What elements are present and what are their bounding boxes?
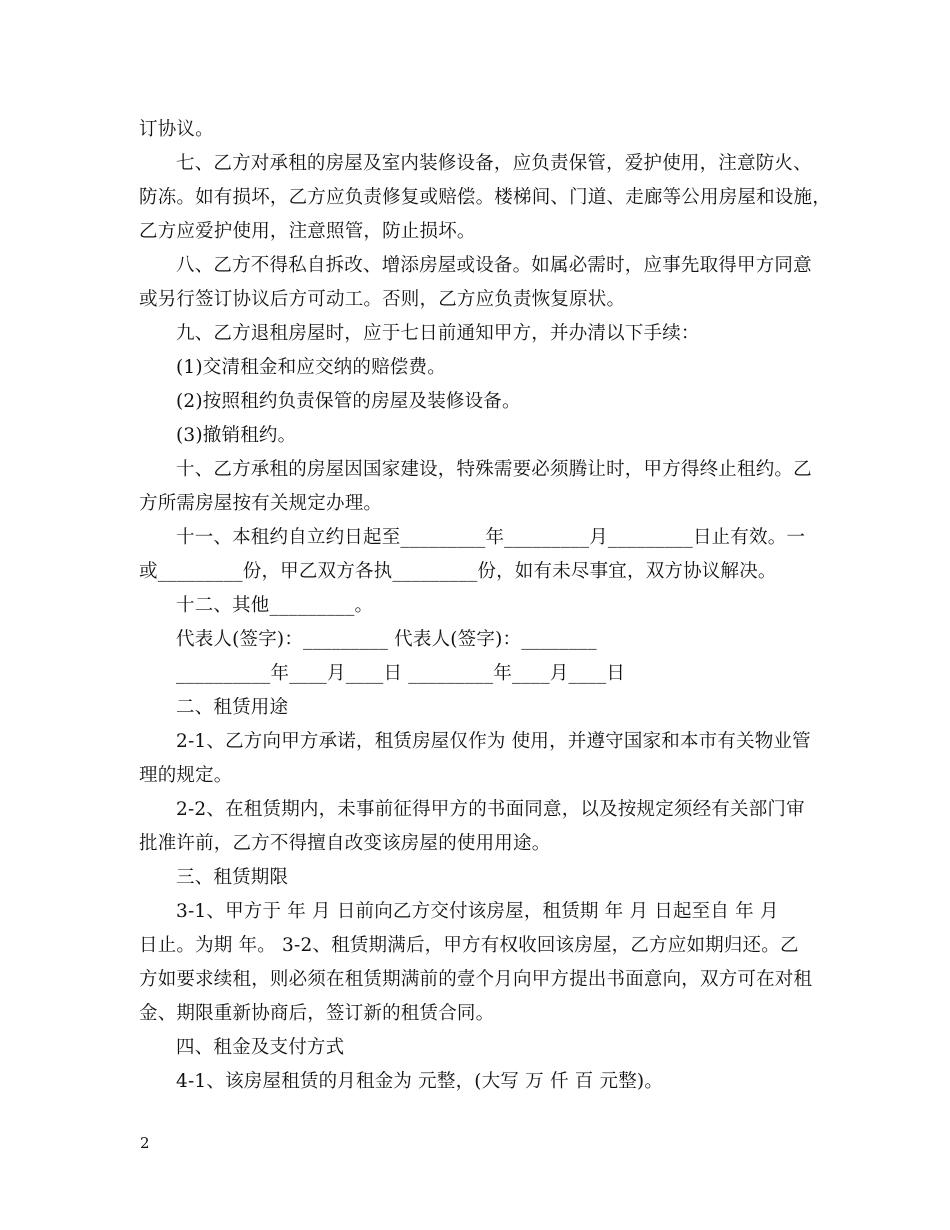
clause-8-line: 八、乙方不得私自拆改、增添房屋或设备。如属必需时，应事先取得甲方同意 [176, 255, 812, 276]
clause-11-line: 十一、本租约自立约日起至_________年_________月_________日止有效。一 [176, 527, 806, 548]
list-item: (2)按照租约负责保管的房屋及装修设备。 [176, 391, 521, 412]
text-line: 批准许前，乙方不得擅自改变该房屋的使用用途。 [139, 833, 551, 854]
section-heading: 二、租赁用途 [176, 697, 289, 718]
list-item: (1)交清租金和应交纳的赔偿费。 [176, 357, 446, 378]
text-line: 方所需房屋按有关规定办理。 [139, 493, 383, 514]
list-item: (3)撤销租约。 [176, 425, 297, 446]
date-line: __________年____月____日 _________年____月____日 [176, 663, 626, 684]
text-line: 或_________份，甲乙双方各执_________份，如有未尽事宜，双方协议解决。 [139, 561, 777, 582]
document-body [139, 113, 831, 1099]
text-line: 乙方应爱护使用，注意照管，防止损坏。 [139, 221, 476, 242]
text-line: 方如要求续租，则必须在租赁期满前的壹个月向甲方提出书面意向，双方可在对租 [139, 969, 813, 990]
text-line: 防冻。如有损坏，乙方应负责修复或赔偿。楼梯间、门道、走廊等公用房屋和设施， [139, 187, 831, 208]
text-line: 金、期限重新协商后，签订新的租赁合同。 [139, 1003, 495, 1024]
clause-10-line: 十、乙方承租的房屋因国家建设，特殊需要必须腾让时，甲方得终止租约。乙 [176, 459, 812, 480]
clause-4-1-line: 4-1、该房屋租赁的月租金为 元整，(大写 万 仟 百 元整)。 [176, 1071, 664, 1092]
clause-7-line: 七、乙方对承租的房屋及室内装修设备，应负责保管，爱护使用，注意防火、 [176, 153, 812, 174]
clause-9-line: 九、乙方退租房屋时，应于七日前通知甲方，并办清以下手续： [176, 323, 700, 344]
text-line: 日止。为期 年。 3-2、租赁期满后，甲方有权收回该房屋，乙方应如期归还。乙 [139, 935, 799, 956]
text-line: 理的规定。 [139, 765, 233, 786]
text-line: 或另行签订协议后方可动工。否则，乙方应负责恢复原状。 [139, 289, 626, 310]
clause-2-1-line: 2-1、乙方向甲方承诺，租赁房屋仅作为 使用，并遵守国家和本市有关物业管 [176, 731, 811, 752]
signature-line: 代表人(签字)：_________ 代表人(签字)：________ [176, 629, 597, 650]
section-heading: 三、租赁期限 [176, 867, 289, 888]
section-heading: 四、租金及支付方式 [176, 1037, 345, 1058]
clause-2-2-line: 2-2、在租赁期内，未事前征得甲方的书面同意，以及按规定须经有关部门审 [176, 799, 805, 820]
clause-12-line: 十二、其他_________。 [176, 595, 374, 616]
text-line: 订协议。 [139, 119, 214, 140]
clause-3-1-line: 3-1、甲方于 年 月 日前向乙方交付该房屋，租赁期 年 月 日起至自 年 月 [176, 901, 779, 922]
page-number: 2 [140, 1134, 150, 1152]
